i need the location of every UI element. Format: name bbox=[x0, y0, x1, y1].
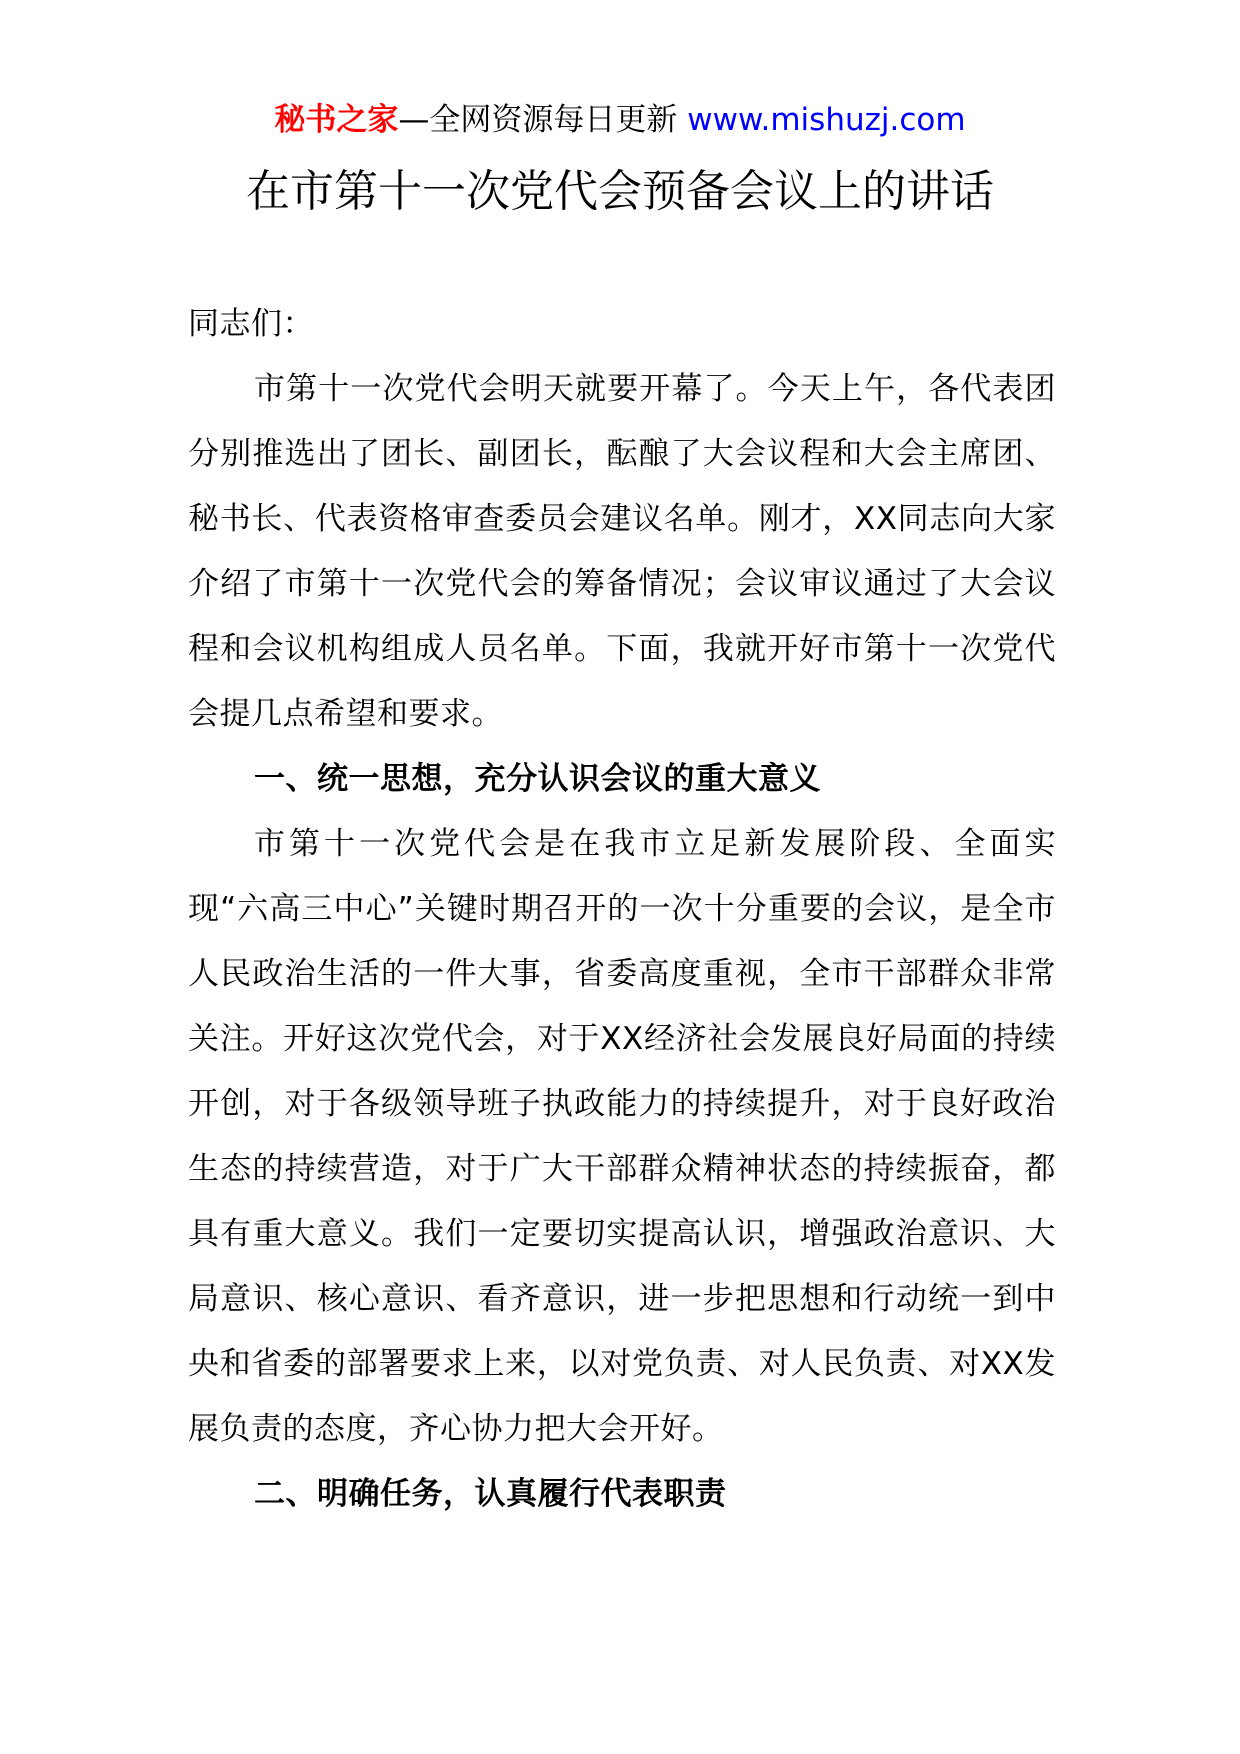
salutation: 同志们： bbox=[188, 306, 314, 342]
paragraph-intro: 市第十一次党代会明天就要开幕了。今天上午，各代表团分别推选出了团长、副团长，酝酿了大会议程和大会主席团、秘书长、代表资格审查委员会建议名单。刚才，XX同志向大家介绍了市第十一次党代会的筹备情况；会议审议通过了大会议程和会议机构组成人员名单。下面，我就开好市第十一次党代会提几点希望和要求。 bbox=[188, 371, 1056, 732]
watermark-url: www.mishuzj.com bbox=[687, 102, 966, 138]
paragraph-section-1: 市第十一次党代会是在我市立足新发展阶段、全面实现“六高三中心”关键时期召开的一次十分重要的会议，是全市人民政治生活的一件大事，省委高度重视，全市干部群众非常关注。开好这次党代会，对于XX经济社会发展良好局面的持续开创，对于各级领导班子执政能力的持续提升，对于良好政治生态的持续营造，对于广大干部群众精神状态的持续振奋，都具有重大意义。我们一定要切实提高认识，增强政治意识、大局意识、核心意识、看齐意识，进一步把思想和行动统一到中央和省委的部署要求上来，以对党负责、对人民负责、对XX发展负责的态度，齐心协力把大会开好。 bbox=[188, 826, 1056, 1447]
document-body bbox=[188, 292, 1056, 1527]
watermark-header bbox=[0, 100, 1240, 140]
watermark-brand: 秘书之家 bbox=[274, 102, 399, 138]
watermark-tagline: —全网资源每日更新 bbox=[398, 102, 688, 138]
document-title: 在市第十一次党代会预备会议上的讲话 bbox=[246, 166, 994, 217]
section-heading-1: 一、统一思想，充分认识会议的重大意义 bbox=[254, 761, 821, 797]
section-heading-2: 二、明确任务，认真履行代表职责 bbox=[254, 1476, 727, 1512]
